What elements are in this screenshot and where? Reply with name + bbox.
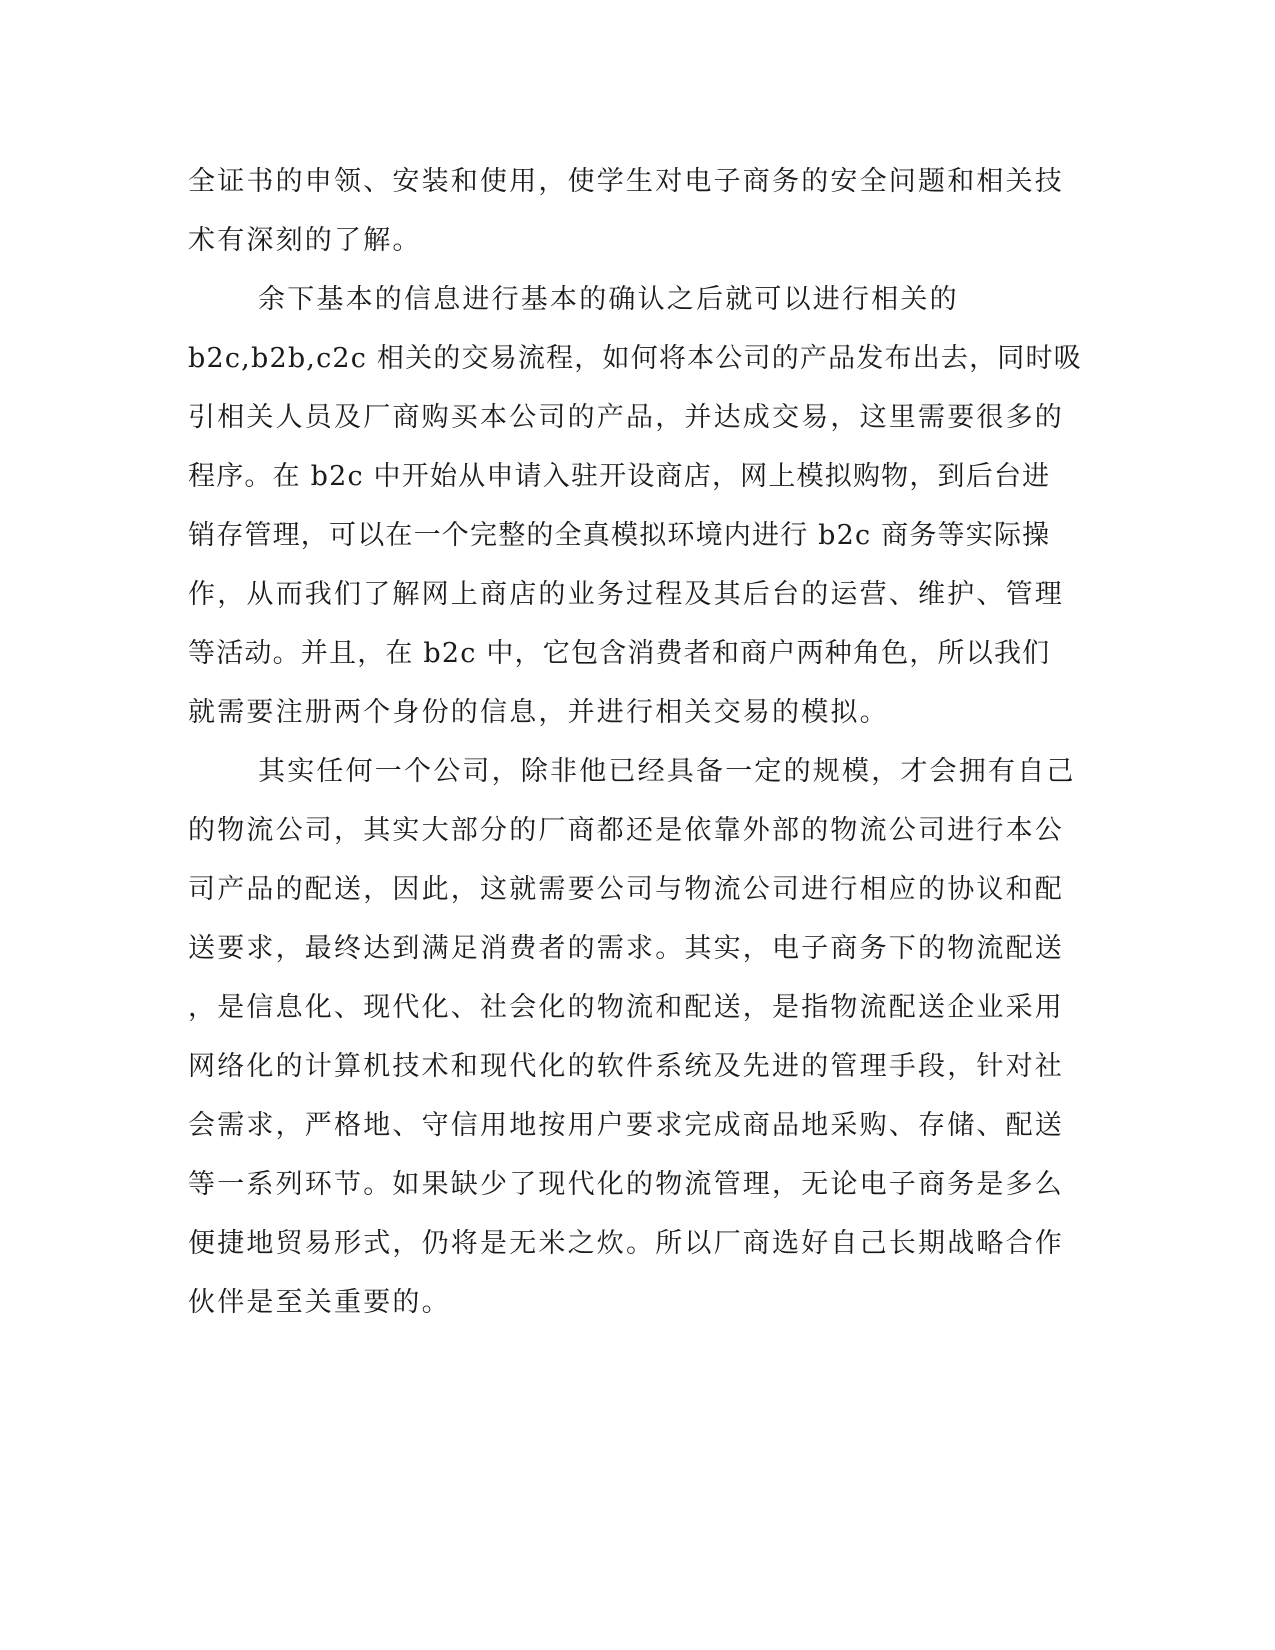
text-line: 等一系列环节。如果缺少了现代化的物流管理，无论电子商务是多么: [188, 1169, 1064, 1200]
text-line: 全证书的申领、安装和使用，使学生对电子商务的安全问题和相关技: [188, 166, 1064, 197]
text-line: 程序。在 b2c 中开始从申请入驻开设商店，网上模拟购物，到后台进: [188, 461, 1051, 492]
text-line: 术有深刻的了解。: [188, 225, 422, 256]
text-line: 伙伴是至关重要的。: [188, 1287, 451, 1318]
text-line: 网络化的计算机技术和现代化的软件系统及先进的管理手段，针对社: [188, 1051, 1064, 1082]
paragraph-first-line: 余下基本的信息进行基本的确认之后就可以进行相关的: [258, 284, 959, 315]
text-line: 便捷地贸易形式，仍将是无米之炊。所以厂商选好自己长期战略合作: [188, 1228, 1064, 1259]
text-line: 就需要注册两个身份的信息，并进行相关交易的模拟。: [188, 697, 889, 728]
text-line: 引相关人员及厂商购买本公司的产品，并达成交易，这里需要很多的: [188, 402, 1064, 433]
text-line: 销存管理，可以在一个完整的全真模拟环境内进行 b2c 商务等实际操: [188, 520, 1051, 551]
text-line: 的物流公司，其实大部分的厂商都还是依靠外部的物流公司进行本公: [188, 815, 1064, 846]
text-line: 送要求，最终达到满足消费者的需求。其实，电子商务下的物流配送: [188, 933, 1064, 964]
text-line: b2c,b2b,c2c 相关的交易流程，如何将本公司的产品发布出去，同时吸: [188, 343, 1082, 374]
text-line: 司产品的配送，因此，这就需要公司与物流公司进行相应的协议和配: [188, 874, 1064, 905]
text-line: 会需求，严格地、守信用地按用户要求完成商品地采购、存储、配送: [188, 1110, 1064, 1141]
text-line: 等活动。并且，在 b2c 中，它包含消费者和商户两种角色，所以我们: [188, 638, 1051, 669]
text-line: 作，从而我们了解网上商店的业务过程及其后台的运营、维护、管理: [188, 579, 1064, 610]
text-line: ，是信息化、现代化、社会化的物流和配送，是指物流配送企业采用: [188, 992, 1064, 1023]
paragraph-first-line: 其实任何一个公司，除非他已经具备一定的规模，才会拥有自己: [258, 756, 1076, 787]
